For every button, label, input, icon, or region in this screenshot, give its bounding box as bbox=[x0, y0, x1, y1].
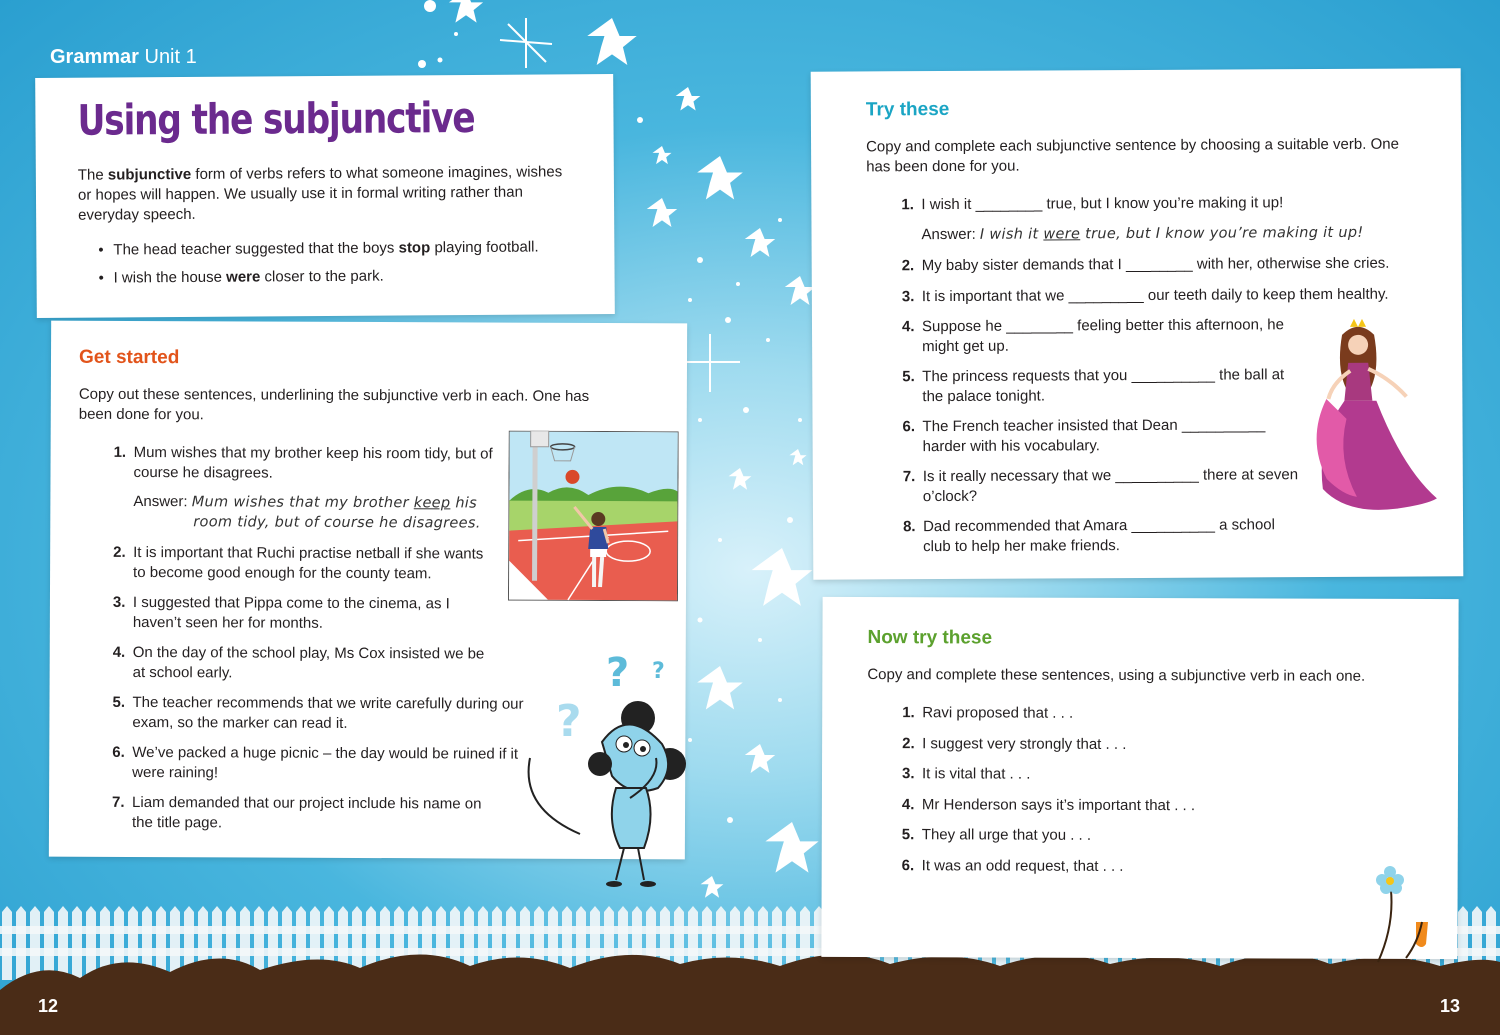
list-item: 5. The teacher recommends that we write carefully during our exam, so the marker can read it. bbox=[112, 693, 524, 732]
list-item: 3. It is vital that . . . bbox=[901, 765, 1031, 783]
get-started-heading: Get started bbox=[78, 346, 180, 369]
list-item: 2. I suggest very strongly that . . . bbox=[902, 734, 1127, 753]
fence-picket bbox=[16, 906, 26, 980]
unit-label: Grammar Unit 1 bbox=[50, 46, 197, 68]
question-mark-icon: ? bbox=[556, 696, 582, 747]
try-these-instruction: Copy and complete each subjunctive sentence by choosing a suitable verb. One has been done for you. bbox=[866, 135, 1399, 176]
now-try-these-card bbox=[821, 597, 1458, 959]
get-started-list bbox=[112, 443, 524, 845]
list-item: 6. We’ve packed a huge picnic – the day would be ruined if it were raining! bbox=[112, 743, 519, 781]
fence-picket bbox=[72, 906, 82, 980]
fence-picket bbox=[44, 906, 54, 980]
list-item: 7. Liam demanded that our project include his name on the title page. bbox=[112, 793, 482, 831]
question-mark-icon: ? bbox=[652, 659, 665, 684]
list-item: 6. It was an odd request, that . . . bbox=[901, 856, 1124, 875]
list-item: 6. The French teacher insisted that Dean __________ harder with his vocabulary. bbox=[902, 416, 1266, 455]
example-item: • The head teacher suggested that the boys stop playing football. bbox=[98, 239, 538, 259]
list-item: 8. Dad recommended that Amara __________ a school club to help her make friends. bbox=[903, 516, 1276, 555]
flower-illustration bbox=[1366, 862, 1446, 972]
intro-card bbox=[35, 74, 615, 318]
answer-example: Answer: Mum wishes that my brother keep his room tidy, but of course he disagrees. bbox=[133, 492, 481, 531]
now-try-these-heading: Now try these bbox=[867, 627, 993, 649]
fence-picket bbox=[2, 906, 12, 980]
now-try-these-list bbox=[902, 703, 1383, 888]
get-started-instruction: Copy out these sentences, underlining the subjunctive verb in each. One has been done for you. bbox=[78, 385, 590, 424]
fence-picket bbox=[58, 906, 68, 980]
now-try-these-instruction: Copy and complete these sentences, using a subjunctive verb in each one. bbox=[867, 666, 1366, 685]
list-item: 4. On the day of the school play, Ms Cox insisted we be at school early. bbox=[112, 643, 485, 681]
example-item: • I wish the house were closer to the park. bbox=[99, 267, 539, 287]
answer-example: Answer: I wish it were true, but I know you’re making it up! bbox=[921, 224, 1364, 243]
question-mark-icon: ? bbox=[606, 650, 630, 696]
list-item: 4. Suppose he ________ feeling better this afternoon, he might get up. bbox=[901, 316, 1285, 355]
page-title: Using the subjunctive bbox=[77, 92, 475, 145]
list-item: 4. Mr Henderson says it’s important that . . . bbox=[901, 795, 1196, 814]
basketball-girl-illustration bbox=[508, 431, 679, 602]
list-item: 5. The princess requests that you __________ the ball at the palace tonight. bbox=[902, 366, 1285, 405]
list-item: 2. It is important that Ruchi practise netball if she wants to become good enough for the county team. bbox=[113, 543, 484, 582]
intro-text: The subjunctive form of verbs refers to what someone imagines, wishes or hopes will happen. We usually use it in formal writing rather than everyday speech. bbox=[77, 163, 563, 224]
list-item: 7. Is it really necessary that we __________ there at seven o’clock? bbox=[902, 466, 1299, 505]
example-list bbox=[98, 239, 539, 298]
page-number-right: 13 bbox=[1440, 996, 1461, 1016]
page-number-left: 12 bbox=[38, 996, 59, 1016]
list-item: 1. Mum wishes that my brother keep his room tidy, but of course he disagrees. Answer: Mum wishes that my brother keep his room tidy, but of course he disagrees. bbox=[113, 443, 495, 534]
try-these-heading: Try these bbox=[865, 98, 950, 121]
list-item: 1. I wish it ________ true, but I know you’re making it up! Answer: I wish it were true, but I know you’re making it up! bbox=[901, 193, 1421, 246]
list-item: 2. My baby sister demands that I ________ with her, otherwise she cries. bbox=[901, 254, 1390, 275]
list-item: 5. They all urge that you . . . bbox=[901, 826, 1092, 844]
confused-mouse-illustration bbox=[520, 648, 700, 898]
list-item: 1. Ravi proposed that . . . bbox=[902, 704, 1074, 722]
fence-picket bbox=[30, 906, 40, 980]
list-item: 3. It is important that we _________ our teeth daily to keep them healthy. bbox=[901, 285, 1389, 305]
list-item: 3. I suggested that Pippa come to the cinema, as I haven’t seen her for months. bbox=[112, 593, 450, 632]
try-these-card bbox=[811, 68, 1464, 579]
fence-picket bbox=[86, 906, 96, 980]
princess-illustration bbox=[1306, 318, 1447, 519]
